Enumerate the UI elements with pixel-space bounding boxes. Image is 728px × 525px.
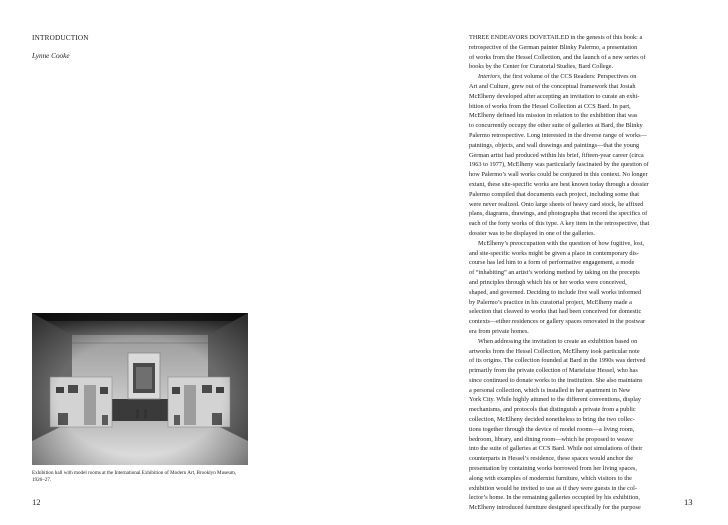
text-line: counterparts in Hessel’s residence, these spaces would anchor the bbox=[469, 455, 634, 463]
text-line: shaped, and governed. Deciding to include five wall works informed bbox=[469, 288, 642, 296]
text-line: into the suite of galleries at CCS Bard. While not simulations of their bbox=[469, 445, 643, 453]
section-title: INTRODUCTION bbox=[32, 34, 89, 42]
text-line: of “inhabiting” an artist’s working method by taking on the precepts bbox=[469, 269, 640, 277]
text-line: era from private homes. bbox=[469, 327, 529, 335]
text-line: mechanisms, and protocols that distinguish a private from a public bbox=[469, 406, 636, 414]
text-line: tions together through the device of model rooms—a living room, bbox=[469, 425, 635, 433]
text-line: dossier was to be displayed in one of the galleries. bbox=[469, 229, 595, 237]
text-line: bedroom, library, and dining room—which he proposed to weave bbox=[469, 435, 633, 443]
italic-title: Interiors bbox=[478, 73, 500, 81]
text-line: presentation by containing works borrowed from her living spaces, bbox=[469, 465, 637, 473]
photo-caption bbox=[32, 470, 264, 485]
text-line: were never realized. Onto large sheets of heavy card stock, he affixed bbox=[469, 200, 644, 208]
text-line bbox=[469, 72, 709, 82]
text-line: McElheny developed after accepting an invitation to curate an exhi- bbox=[469, 92, 640, 100]
text-line: along with examples of modernist furniture, which visitors to the bbox=[469, 474, 632, 482]
text-line: selection that cleaved to works that had been conceived for domestic bbox=[469, 308, 642, 316]
text-line: exhibition would be invited to use as if they were guests in the col- bbox=[469, 484, 637, 492]
caption-line: Exhibition hall with model rooms at the International Exhibition of Modern Art, Brooklyn Museum, bbox=[32, 470, 237, 476]
body-text bbox=[469, 33, 709, 513]
text-line: artworks from the Hessel Collection, McElheny took particular note bbox=[469, 347, 640, 355]
exhibition-hall-photo bbox=[32, 313, 248, 465]
text-line: books by the Center for Curatorial Studies, Bard College. bbox=[469, 63, 614, 71]
text-line: collection, McElheny decided nonetheless to bring the two collec- bbox=[469, 416, 635, 424]
text-line: McElheny’s preoccupation with the question of how fugitive, lost, bbox=[478, 239, 645, 247]
text-line: McElheny introduced furniture designed specifically for the purpose bbox=[469, 504, 641, 512]
text-line: to concurrently occupy the other suite of galleries at Bard, the Blinky bbox=[469, 122, 643, 130]
text-line: by Palermo’s practice in his curatorial project, McElheny made a bbox=[469, 298, 632, 306]
text-line: Art and Culture, grew out of the conceptual framework that Josiah bbox=[469, 82, 636, 90]
text-line: Palermo retrospective. Long interested in the diverse range of works— bbox=[469, 131, 647, 139]
caption-line: 1926–27. bbox=[32, 477, 52, 484]
text-line: of works from the Hessel Collection, and the launch of a new series of bbox=[469, 53, 646, 61]
text-line: 1963 to 1977), McElheny was particularly fascinated by the question of bbox=[469, 161, 649, 169]
text-line: of its origins. The collection founded at Bard in the 1990s was derived bbox=[469, 357, 646, 365]
text-line: German artist had produced within his brief, fifteen-year career (circa bbox=[469, 151, 644, 159]
text-line: extant, these site-specific works are best known today through a dossier bbox=[469, 180, 649, 188]
right-page bbox=[364, 0, 728, 525]
text-line: primarily from the private collection of Marieluise Hessel, who has bbox=[469, 367, 638, 375]
text-line: retrospective of the German painter Blinky Palermo, a presentation bbox=[469, 43, 638, 51]
text-line: When addressing the invitation to create an exhibition based on bbox=[478, 337, 638, 345]
text-line: Palermo compiled that documents each project, including some that bbox=[469, 190, 639, 198]
text-line: plans, diagrams, drawings, and photographs that record the specifics of bbox=[469, 210, 648, 218]
text-line: and site-specific works might be given a place in contemporary dis- bbox=[469, 249, 639, 257]
page-number: 12 bbox=[32, 497, 41, 507]
text-line: THREE ENDEAVORS DOVETAILED in the genesis of this book: a bbox=[469, 34, 643, 41]
text-line: lector’s home. In the remaining galleries occupied by his exhibition, bbox=[469, 494, 640, 502]
text-line: how Palermo’s wall works could be conjured in this context. No longer bbox=[469, 171, 648, 179]
text-line: contexts—either residences or gallery spaces renovated in the postwar bbox=[469, 318, 646, 326]
author-name: Lynne Cooke bbox=[32, 52, 70, 60]
text-line: bition of works from the Hessel Collection at CCS Bard. In part, bbox=[469, 102, 631, 110]
text-line: course has led him to a form of performative engagement, a mode bbox=[469, 259, 635, 267]
text-line: paintings, objects, and wall drawings and paintings—that the young bbox=[469, 141, 640, 149]
text-fragment: , the first volume of the CCS Readers: Perspectives on bbox=[499, 73, 637, 81]
text-line: each of the forty works of this type. A key item in the retrospective, that bbox=[469, 220, 650, 228]
text-line: McElheny defined his mission in relation to the exhibition that was bbox=[469, 112, 638, 120]
text-line: a personal collection, which is installed in her apartment in New bbox=[469, 386, 631, 394]
text-line: and principles through which his or her works were conceived, bbox=[469, 278, 627, 286]
page-number: 13 bbox=[684, 497, 693, 507]
text-line: since continued to donate works to the institution. She also maintains bbox=[469, 376, 643, 384]
text-line: York City. While highly attuned to the different conventions, display bbox=[469, 396, 641, 404]
